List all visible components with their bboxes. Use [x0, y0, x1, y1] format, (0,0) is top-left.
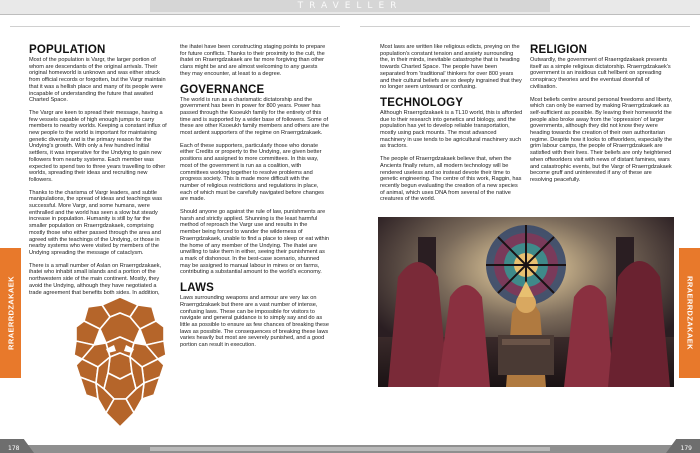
heading-technology: TECHNOLOGY: [380, 96, 464, 109]
page-header: [0, 0, 700, 15]
technology-p2: The people of Rraerrgdzakaek believe that, when the Ancients finally return, all modern technology will be rendered useless and so instead devote their time to genetic engineering. The centre of this work, Raggin, has recently begun evaluating the creation of a new species of animal, which uses DNA from several of the native creatures of the world.: [380, 156, 522, 203]
side-tab-right-label: RRAERRDZAKAEK: [685, 276, 694, 350]
header-title: TRAVELLER: [297, 1, 403, 11]
heading-religion: RELIGION: [530, 44, 588, 56]
footer-inner-bar: [150, 447, 550, 451]
population-p2: The Vargr are keen to spread their message, having a few vessels capable of high enough jumps to carry members to nearby worlds. Keeping a constant influx of new people to the world is important for maintaining genetic diversity and is the primary reason for the Undying's growth. With only a few hundred initial settlers, it was imperative for the Undying to gain new followers from nearby systems. Each member was expected to spend two to three years travelling to other worlds, spreading their ideas and recruiting new followers.: [29, 109, 167, 183]
cult-ceremony-illustration: [378, 217, 674, 387]
heading-governance: GOVERNANCE: [180, 83, 265, 96]
religion-p2: Most beliefs centre around personal freedoms and liberty, which can only be earned by making Rraerrgdzakaek as self-sufficient as possible. By leaving their homeworld the people also broke away from the 'oppression' of larger governments, although they did not know they were heading towards the creation of their own authoritarian regime. Despite how it looks to offworlders, especially the grim labour camps, the people of Rraerrgdzakaek are satisfied with their lives. Their beliefs are only heightened when offworlders visit with news of distant famines, wars and catastrophic events, but the Vargr of Rraerrgdzakaek become gruff and uninterested if any of these are resolving peacefully.: [530, 96, 673, 183]
page-number-left: 178: [8, 445, 20, 452]
religion-p1: Outwardly, the government of Rraerrgdzakaek presents itself as a simple religious dictatorship. Rraerrgdzakaek's government is an insidious cult hellbent on spreading conspiracy theories and the eventual downfall of civilisation.: [530, 57, 671, 90]
governance-p1: The world is run as a charismatic dictatorship and the government has been in power for 800 years. Power has passed through the Ksoeukh family for the entirety of this time and is supported by a wider base of followers. Some of these are other Ksoeukh family members and others are the most ardent supporters of the regime on Rraerrgdzakaek.: [180, 96, 329, 137]
laws-p1: Laws surrounding weapons and armour are very lax on Rraerrgdzakaek but there are a vast number of intense, confusing laws. These can be impossible for visitors to navigate and general guidance is to simply say and do as little as possible to ensure as few chances of breaking these laws as possible. The consequences of breaking these laws varies heavily but most are severely punished, and a good portion can result in execution.: [180, 295, 329, 349]
population-continued: the ihatei have been constructing staging points to prepare for future conflicts. Thanks to their proximity to the cult, the ihatei on Rraerrgdzakaek are far more forgiving than other clans might be and are almost welcoming to any guests they may encounter, at least to a degree.: [180, 44, 326, 77]
population-p3: Thanks to the charisma of Vargr leaders, and subtle manipulations, the spread of ideas and teachings was successful. More Vargr, and some humans, were enthralled and the world has seen a slow but steady increase in population. Humanity is still by far the smaller population on Rraerrgdzakaek, comprising mostly those who either passed through the area and agreed with the teachings of the Undying, or those in nearby systems who were visited by members of the Undying spreading the message of cataclysm.: [29, 189, 163, 256]
technology-p1: Although Rraerrgdzakaek is a TL10 world, this is afforded due to their research into genetics and biology, and the population has yet to develop reliable transportation, mostly using pack mounts. The most advanced machinery in use tends to be agricultural machinery such as tractors.: [380, 109, 523, 150]
left-page-rule: [10, 26, 340, 27]
heading-laws: LAWS: [180, 282, 215, 295]
population-p4: There is a small number of Aslan on Rraerrgdzakaek, ihatei who inhabit small islands and a portion of the northwestern side of the main continent. Mostly, they avoid the Undying, although they have negotiated a trade agreement that benefits both sides. In addition,: [29, 262, 162, 296]
side-tab-left-label: RRAERRDZAKAEK: [6, 276, 15, 350]
heading-population: POPULATION: [29, 44, 106, 56]
governance-p2: Each of these supporters, particularly those who donate either Credits or property to the Undying, are given better positions and assigned to more committees. In this way, most of the government is run as a coalition, with committees working together to resolve problems and progress society. This is made more difficult with the number of religious restrictions and regulations in place, each of which must be carefully navigated before changes are made.: [180, 142, 324, 203]
column-population: [29, 44, 169, 302]
column-governance: [180, 44, 329, 355]
column-religion: [530, 44, 675, 190]
population-p1: Most of the population is Vargr, the larger portion of whom are descendants of the original arrivals. Their original homeworld is unknown and was either struck from official records or forgotten, but the Vargr maintain that it was a hellish place and many of its people were incapable of understanding the future that awaited Charted Space.: [29, 57, 166, 104]
vargr-emblem: [70, 295, 170, 430]
column-technology: [380, 44, 523, 209]
right-page-rule: [360, 26, 690, 27]
laws-continued: Most laws are written like religious edicts, preying on the population's constant tension and anxiety surrounding the, in their minds, inevitable catastrophe that is heading towards Charted Space. The people have been separated from 'traditional' thinkers for over 800 years and their cultural beliefs are so deeply ingrained that they no longer seem untoward or confusing.: [380, 44, 522, 91]
page-number-right: 179: [680, 445, 692, 452]
page-footer: [0, 439, 700, 453]
side-tab-right: [679, 248, 700, 378]
governance-p3: Should anyone go against the rule of law, punishments are harsh and strictly applied. Shunning is the least harmful method of reproach the Vargr use and results in the member being forced to wander the wilderness of Rraerrgdzakaek, unable to find a place to sleep or eat within the home of any member of the Undying. The ihatei are unwilling to take them in either, seeing their punishment as a mark of dishonour. In the best-case scenario, shunned may be assigned to manual labour in mines or on farms, contributing a substantial amount to the world's economy.: [180, 209, 329, 276]
side-tab-left: [0, 248, 21, 378]
